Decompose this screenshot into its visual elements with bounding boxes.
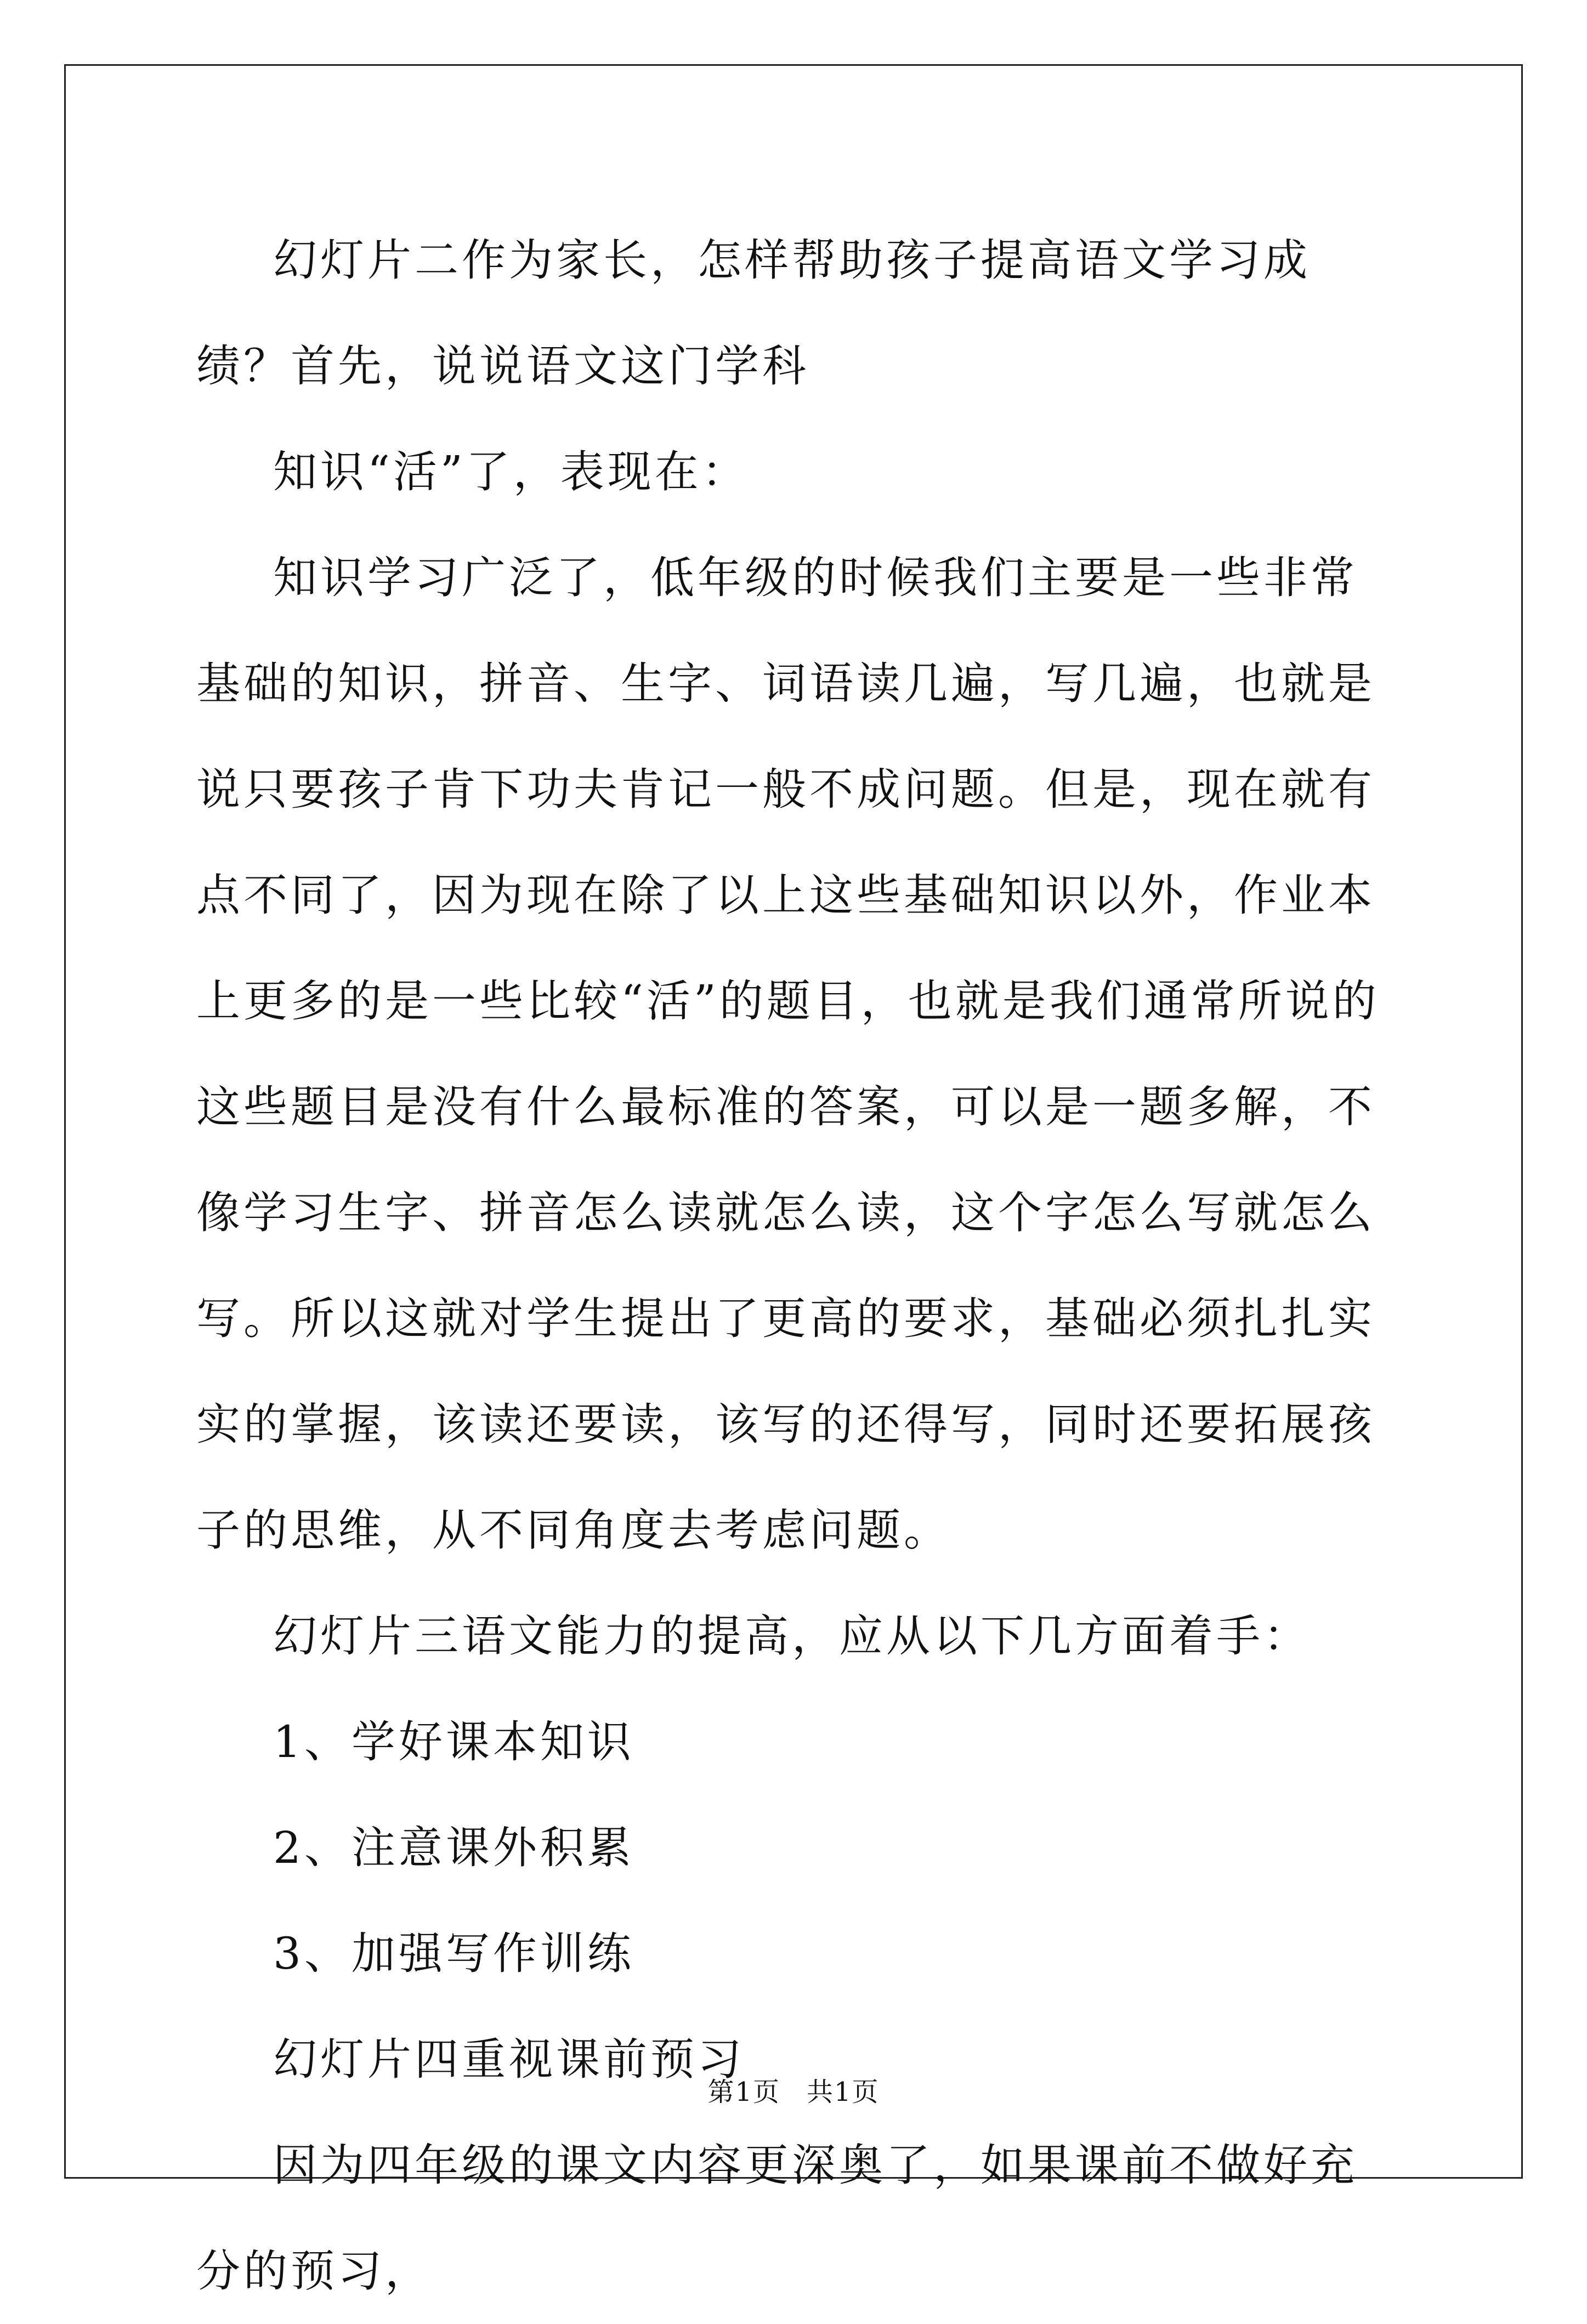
list-item: 1、学好课本知识 — [273, 1716, 634, 1767]
document-body — [196, 207, 1397, 2324]
list-item: 3、加强写作训练 — [273, 1928, 634, 1979]
paragraph: 知识学习广泛了，低年级的时候我们主要是一些非常基础的知识，拼音、生字、词语读几遍，写几遍，也就是说只要孩子肯下功夫肯记一般不成问题。但是，现在就有点不同了，因为现在除了以上这些基础知识以外，作业本上更多的是一些比较“活”的题目，也就是我们通常所说的这些题目是没有什么最标准的答案，可以是一题多解，不像学习生字、拼音怎么读就怎么读，这个字怎么写就怎么写。所以这就对学生提出了更高的要求，基础必须扎扎实实的掌握，该读还要读，该写的还得写，同时还要拓展孩子的思维，从不同角度去考虑问题。 — [196, 552, 1380, 1556]
paragraph: 幻灯片三语文能力的提高，应从以下几方面着手： — [273, 1611, 1311, 1662]
paragraph: 幻灯片四重视课前预习 — [273, 2034, 745, 2085]
paragraph: 知识“活”了，表现在： — [273, 446, 749, 497]
page-number-current: 第1页 — [707, 2077, 780, 2107]
list-item: 2、注意课外积累 — [273, 1822, 634, 1873]
paragraph: 幻灯片二作为家长，怎样帮助孩子提高语文学习成绩？首先，说说语文这门学科 — [196, 235, 1311, 392]
page-footer — [0, 2076, 1587, 2108]
page-number-total: 共1页 — [807, 2077, 880, 2107]
paragraph: 因为四年级的课文内容更深奥了，如果课前不做好充分的预习， — [196, 2140, 1358, 2297]
